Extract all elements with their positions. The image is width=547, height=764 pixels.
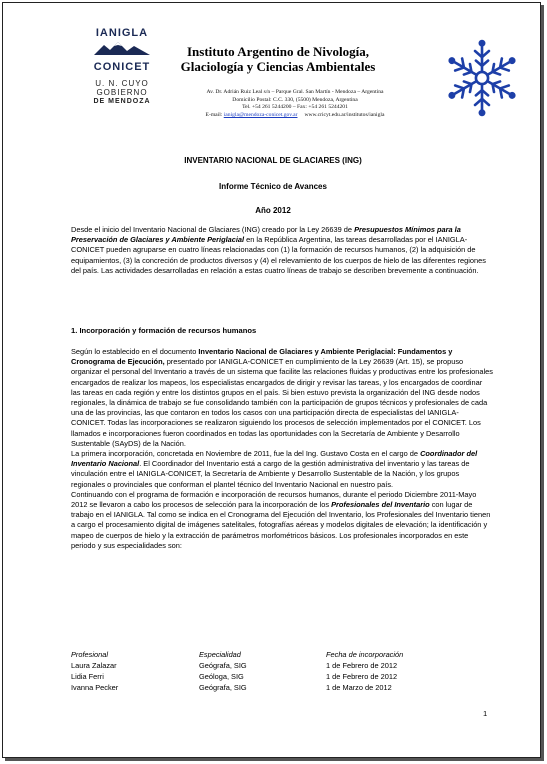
cell-date: 1 de Febrero de 2012	[326, 672, 398, 681]
logo-uncuyo-gobierno	[89, 79, 155, 106]
p3-text-c: con lugar de trabajo en el IANIGLA. Tal como se indica en el Cronograma del Ejecución del Inventario, los Profesionales del Inventario tienen a cargo el procesamiento digital de imágenes satelitales, fotografías aéreas y modelos digitales de elevación; la identificación y mapeo de cuerpos de hielo y la extracción de parámetros morfométricos básicos. Los profesionales incorporados en este periodo y sus especialidades son:	[71, 500, 491, 550]
cell-specialty: Geógrafa, SIG	[199, 683, 247, 692]
document-year: Año 2012	[255, 206, 291, 215]
column-header-profesional: Profesional	[71, 650, 108, 659]
institute-name	[173, 44, 383, 74]
paragraph-2	[71, 449, 493, 490]
logo-ianigla-text: IANIGLA	[95, 27, 149, 39]
intro-text-c: en la República Argentina, las tareas desarrolladas por el IANIGLA-CONICET pueden agruparse en cuatro líneas relacionadas con (1) la formación de recursos humanos, (2) la adquisición de equipamientos, (3) la concreción de productos diversos y (4) el relevamiento de los cuerpos de hielo de las diferentes regiones del país. Las actividades desarrolladas en relación a estas cuatro líneas de trabajo se describen brevemente a continuación.	[71, 235, 486, 275]
section-1-heading: 1. Incorporación y formación de recursos humanos	[71, 326, 257, 335]
paragraph-3	[71, 490, 493, 551]
p2-text-a: La primera incorporación, concretada en Noviembre de 2011, fue la del Ing. Gustavo Costa en el cargo de	[71, 449, 421, 459]
page-number: 1	[483, 709, 488, 718]
email-link[interactable]: ianigla@mendoza-conicet.gov.ar	[223, 111, 298, 118]
logo-conicet-text: CONICET	[93, 61, 151, 73]
address-line-3: Tel. +54 261 5244200 – Fax: +54 261 5244201	[242, 104, 348, 111]
cell-name: Lidia Ferri	[71, 672, 104, 681]
table-row	[71, 671, 491, 682]
logo-mendoza-text: DE MENDOZA	[93, 98, 151, 105]
cell-date: 1 de Marzo de 2012	[326, 683, 392, 692]
table-row	[71, 660, 491, 671]
intro-paragraph	[71, 225, 493, 276]
cell-name: Ivanna Pecker	[71, 683, 119, 692]
document-page	[2, 2, 541, 758]
contact-line	[175, 112, 415, 120]
ianigla-logo	[89, 27, 155, 106]
law-name: Presupuestos Mínimos para la Preservación de Glaciares y Ambiente Periglacial	[71, 225, 461, 245]
website-text: www.cricyt.edu.ar/institutos/ianigla	[297, 111, 385, 118]
document-subtitle: Informe Técnico de Avances	[219, 182, 327, 191]
professionals-role: Profesionales del Inventario	[331, 500, 430, 510]
mountain-logo-icon	[94, 41, 150, 55]
cell-name: Laura Zalazar	[71, 661, 117, 670]
email-label: E-mail:	[205, 111, 224, 118]
address-line-1: Av. Dr. Adrián Ruiz Leal s/n – Parque Gral. San Martín - Mendoza – Argentina	[206, 89, 384, 95]
table-row	[71, 682, 491, 693]
p1-text-c: presentado por IANIGLA-CONICET en cumplimiento de la Ley 26639 (Art. 15), se propuso organizar el personal del Inventario a través de un sistema que facilite las relaciones fluidas y productivas entre los profesionales encargados de realizar los mapeos, los especialistas encargados de dirigir y revisar las tareas, y los encargados de coordinar las tareas en cada región y entre los distintos grupos en el país. Si bien estuvo prevista la organización del ING desde nodos regionales, la dinámica de trabajo se fue consolidando también con la participación de grupos técnicos y profesionales de cada una de las provincias, las que contaron en todos los casos con una participación directa de especialistas del IANIGLA-CONICET. Todas las incorporaciones se realizaron siguiendo los procesos de selección implementados por el CONICET. Los llamados e incorporaciones fueron coordinados en todas las oportunidades con la Secretaría de Ambiente y Desarrollo Sustentable (SAyDS) de la Nación.	[71, 357, 493, 448]
cell-specialty: Geóloga, SIG	[199, 672, 244, 681]
professionals-table	[71, 649, 491, 693]
address-line-2: Domicilio Postal: C.C. 330, (5500) Mendoza, Argentina	[232, 96, 358, 103]
cell-date: 1 de Febrero de 2012	[326, 661, 398, 670]
p1-text-a: Según lo establecido en el documento	[71, 347, 199, 356]
p2-text-c: . El Coordinador del Inventario está a cargo de la gestión administrativa del inventario y las tareas de vinculación entre el IANIGLA-CONICET, la Secretaría de Ambiente y Desarrollo Sustentable de la Nación, y los grupos regionales o provinciales que conforman el plantel técnico del Inventario Nacional en nuestro país.	[71, 459, 470, 489]
intro-text-a: Desde el inicio del Inventario Nacional de Glaciares (ING) creado por la Ley 26639 de	[71, 225, 355, 234]
p3-text-a: Continuando con el programa de formación e incorporación de recursos humanos, durante el periodo Diciembre 2011-Mayo 2012 se llevaron a cabo los procesos de selección para la incorporación de los	[71, 489, 477, 510]
column-header-especialidad: Especialidad	[199, 650, 241, 659]
institute-line-1: Instituto Argentino de Nivología,	[186, 44, 369, 59]
document-reference: Inventario Nacional de Glaciares y Ambiente Periglacial: Fundamentos y Cronograma de Ejecución,	[71, 347, 453, 367]
cell-specialty: Geógrafa, SIG	[199, 661, 247, 670]
section-1-body	[71, 347, 493, 551]
column-header-fecha: Fecha de incorporación	[326, 650, 404, 659]
logo-uncuyo-text: U. N. CUYO	[95, 79, 149, 88]
snowflake-icon	[447, 38, 517, 118]
logo-gobierno-text: GOBIERNO	[96, 88, 148, 97]
institute-line-2: Glaciología y Ciencias Ambientales	[180, 59, 376, 74]
coordinator-role: Coordinador del Inventario Nacional	[71, 449, 478, 469]
institute-address	[175, 89, 415, 119]
table-header-row	[71, 649, 491, 660]
document-title: INVENTARIO NACIONAL DE GLACIARES (ING)	[184, 156, 362, 165]
paragraph-1	[71, 347, 493, 449]
